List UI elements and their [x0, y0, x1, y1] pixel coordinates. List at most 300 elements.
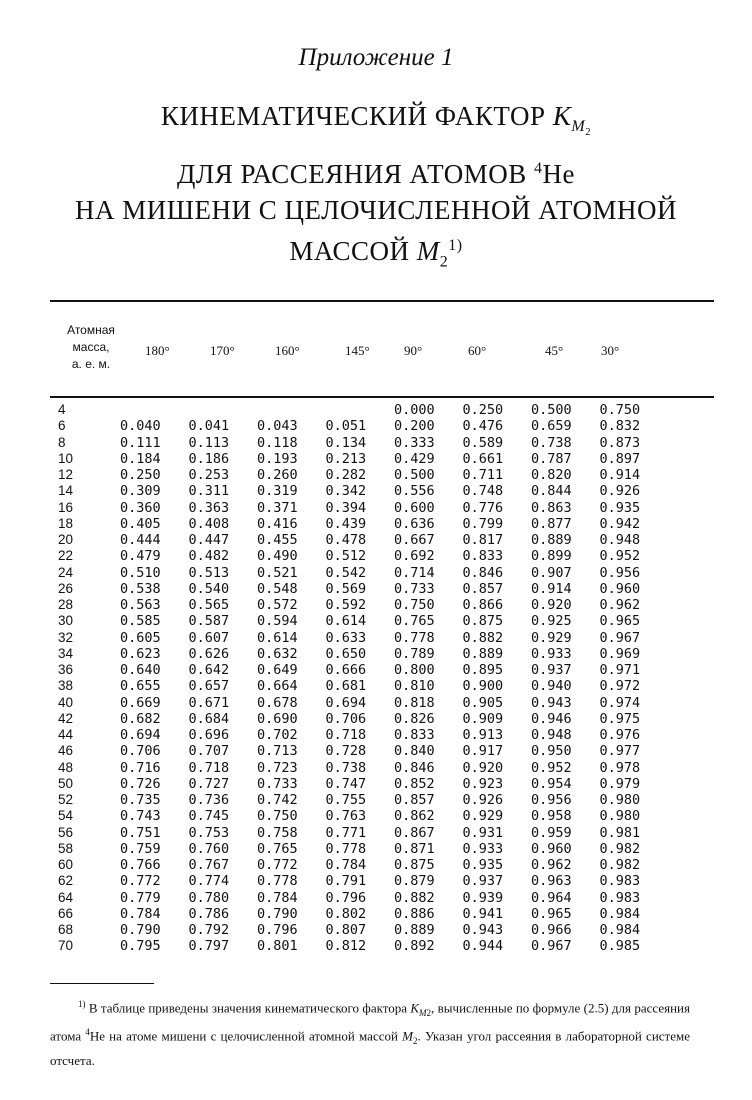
- value-cell: 0.500: [394, 467, 435, 483]
- value-cell: 0.429: [394, 450, 435, 467]
- value-cell: 0.975: [599, 710, 641, 727]
- value-cell: 0.937: [462, 873, 504, 890]
- value-cell: 0.569: [325, 580, 367, 597]
- value-cell: 0.681: [325, 678, 367, 695]
- value-cell: 0.521: [257, 564, 298, 581]
- value-cell: 0.213: [325, 450, 367, 467]
- value-cell: 0.784: [120, 905, 161, 922]
- value-cell: 0.979: [599, 775, 641, 792]
- table-row: [58, 857, 668, 873]
- angle-header: 170°: [210, 343, 235, 358]
- angle-header: 45°: [545, 343, 564, 358]
- value-cell: 0.664: [257, 678, 298, 695]
- value-cell: 0.791: [325, 873, 367, 890]
- value-cell: 0.914: [599, 467, 641, 483]
- value-cell: 0.895: [462, 662, 504, 678]
- value-cell: 0.786: [188, 905, 230, 922]
- value-cell: 0.405: [120, 515, 161, 532]
- angle-header: 180°: [145, 343, 170, 358]
- value-cell: 0.765: [394, 613, 435, 630]
- mass-cell: 20: [58, 532, 74, 547]
- mass-cell: 8: [58, 434, 66, 450]
- value-cell: 0.250: [120, 467, 161, 483]
- value-cell: 0.342: [325, 483, 367, 500]
- value-cell: 0.051: [325, 418, 367, 435]
- table-row: [58, 418, 668, 434]
- value-cell: 0.716: [120, 759, 161, 776]
- value-cell: 0.900: [462, 678, 504, 695]
- value-cell: 0.134: [325, 434, 367, 451]
- table-row: [58, 938, 668, 954]
- value-cell: 0.632: [257, 645, 298, 662]
- value-cell: 0.810: [394, 678, 435, 695]
- value-cell: [257, 402, 326, 418]
- table-row: [58, 565, 668, 581]
- value-cell: 0.917: [462, 743, 504, 760]
- value-cell: 0.897: [599, 450, 641, 467]
- angle-header: 145°: [345, 343, 370, 358]
- value-cell: [326, 402, 395, 418]
- value-cell: 0.623: [120, 645, 161, 662]
- value-cell: 0.846: [462, 564, 504, 581]
- mass-cell: 32: [58, 629, 74, 645]
- value-cell: 0.862: [394, 808, 435, 825]
- footnote: $^{1)}$ В таблице приведены значения кинематического фактора $K_{M2}$, вычисленные по формуле (2.5) для рассеяния атома $^4$He на атоме мишени с целочисленной атомной массой $M_2$. Указан угол рассеяния в лабораторной системе отсчета.: [50, 999, 691, 1068]
- value-cell: 0.040: [120, 418, 161, 435]
- table-row: [58, 613, 668, 629]
- value-cell: 0.111: [120, 434, 161, 451]
- mass-cell: 10: [58, 450, 74, 466]
- value-cell: 0.976: [599, 727, 641, 743]
- value-cell: 0.200: [394, 418, 435, 435]
- value-cell: 0.735: [120, 792, 161, 808]
- value-cell: 0.879: [394, 873, 435, 890]
- value-cell: 0.760: [188, 840, 230, 857]
- value-cell: 0.763: [325, 808, 367, 825]
- table-row: [58, 630, 668, 646]
- value-cell: 0.778: [325, 840, 367, 857]
- footnote-rule: [50, 983, 154, 984]
- mass-cell: 26: [58, 580, 74, 596]
- table-row: [58, 646, 668, 662]
- value-cell: 0.186: [188, 450, 230, 467]
- angle-header: 60°: [468, 343, 487, 358]
- value-cell: 0.727: [188, 775, 230, 792]
- value-cell: 0.753: [188, 824, 230, 841]
- value-cell: 0.929: [531, 629, 572, 646]
- table-row: [58, 760, 668, 776]
- value-cell: 0.942: [599, 515, 641, 532]
- value-cell: 0.408: [188, 515, 230, 532]
- value-cell: 0.956: [531, 792, 572, 808]
- angle-header: 90°: [404, 343, 423, 358]
- value-cell: 0.776: [462, 499, 504, 516]
- value-cell: 0.943: [462, 922, 504, 938]
- value-cell: 0.800: [394, 662, 435, 678]
- table-row: [58, 402, 668, 418]
- value-cell: 0.758: [257, 824, 298, 841]
- value-cell: 0.784: [257, 889, 298, 906]
- mass-cell: 62: [58, 873, 74, 889]
- value-cell: 0.958: [531, 808, 572, 825]
- table-row: [58, 678, 668, 694]
- mass-cell: 70: [58, 938, 74, 954]
- value-cell: 0.982: [599, 857, 641, 873]
- value-cell: 0.907: [531, 564, 572, 581]
- value-cell: 0.565: [188, 597, 230, 613]
- value-cell: 0.250: [462, 402, 504, 418]
- value-cell: 0.394: [325, 499, 367, 516]
- table-row: [58, 500, 668, 516]
- value-cell: 0.948: [599, 532, 641, 548]
- value-cell: 0.711: [462, 467, 504, 483]
- table-row: [58, 532, 668, 548]
- value-cell: 0.633: [325, 629, 367, 646]
- table-row: [58, 743, 668, 759]
- value-cell: 0.935: [462, 857, 504, 873]
- value-cell: 0.846: [394, 759, 435, 776]
- value-cell: 0.479: [120, 548, 161, 565]
- value-cell: 0.718: [188, 759, 230, 776]
- value-cell: 0.447: [188, 532, 230, 548]
- value-cell: 0.889: [462, 645, 504, 662]
- value-cell: 0.333: [394, 434, 435, 451]
- table-row: [58, 435, 668, 451]
- value-cell: 0.871: [394, 840, 435, 857]
- value-cell: 0.787: [531, 450, 572, 467]
- value-cell: 0.933: [462, 840, 504, 857]
- mass-cell: 34: [58, 645, 74, 661]
- mass-cell: 68: [58, 922, 74, 937]
- value-cell: 0.965: [599, 613, 641, 630]
- value-cell: 0.513: [188, 564, 230, 581]
- value-cell: 0.913: [462, 727, 504, 743]
- value-cell: 0.636: [394, 515, 435, 532]
- value-cell: 0.833: [462, 548, 504, 565]
- table-top-rule: [50, 300, 714, 302]
- table-row: [58, 483, 668, 499]
- value-cell: 0.755: [325, 792, 367, 808]
- value-cell: 0.750: [394, 597, 435, 613]
- value-cell: 0.929: [462, 808, 504, 825]
- value-cell: 0.926: [599, 483, 641, 500]
- value-cell: 0.642: [188, 662, 230, 678]
- value-cell: 0.510: [120, 564, 161, 581]
- value-cell: 0.444: [120, 532, 161, 548]
- value-cell: 0.873: [599, 434, 641, 451]
- value-cell: 0.952: [599, 548, 641, 565]
- value-cell: 0.909: [462, 710, 504, 727]
- mass-cell: 52: [58, 792, 74, 807]
- value-cell: 0.857: [462, 580, 504, 597]
- value-cell: 0.000: [394, 402, 435, 418]
- value-cell: 0.713: [257, 743, 298, 760]
- mass-cell: 30: [58, 613, 74, 629]
- value-cell: 0.826: [394, 710, 435, 727]
- value-cell: 0.751: [120, 824, 161, 841]
- value-cell: 0.748: [462, 483, 504, 500]
- value-cell: 0.802: [325, 905, 367, 922]
- value-cell: 0.943: [531, 694, 572, 711]
- value-cell: 0.482: [188, 548, 230, 565]
- value-cell: 0.728: [325, 743, 367, 760]
- value-cell: 0.867: [394, 824, 435, 841]
- value-cell: 0.941: [462, 905, 504, 922]
- table-row: [58, 548, 668, 564]
- value-cell: 0.985: [599, 938, 641, 955]
- table-row: [58, 873, 668, 889]
- value-cell: 0.774: [188, 873, 230, 890]
- value-cell: 0.476: [462, 418, 504, 435]
- value-cell: 0.745: [188, 808, 230, 825]
- value-cell: 0.542: [325, 564, 367, 581]
- value-cell: 0.799: [462, 515, 504, 532]
- value-cell: 0.863: [531, 499, 572, 516]
- value-cell: 0.946: [531, 710, 572, 727]
- value-cell: [189, 402, 258, 418]
- value-cell: 0.371: [257, 499, 298, 516]
- value-cell: 0.797: [188, 938, 230, 955]
- value-cell: 0.041: [188, 418, 230, 435]
- value-cell: 0.962: [599, 597, 641, 613]
- table-body: [58, 402, 668, 955]
- value-cell: 0.939: [462, 889, 504, 906]
- value-cell: 0.780: [188, 889, 230, 906]
- value-cell: 0.967: [531, 938, 572, 955]
- value-cell: 0.592: [325, 597, 367, 613]
- value-cell: 0.844: [531, 483, 572, 500]
- value-cell: 0.944: [462, 938, 504, 955]
- mass-cell: 44: [58, 727, 74, 742]
- table-row: [58, 695, 668, 711]
- value-cell: 0.669: [120, 694, 161, 711]
- value-cell: 0.931: [462, 824, 504, 841]
- value-cell: 0.726: [120, 775, 161, 792]
- value-cell: 0.253: [188, 467, 230, 483]
- value-cell: 0.889: [394, 922, 435, 938]
- value-cell: 0.706: [325, 710, 367, 727]
- value-cell: 0.772: [120, 873, 161, 890]
- value-cell: 0.771: [325, 824, 367, 841]
- angle-header: 30°: [601, 343, 620, 358]
- value-cell: 0.723: [257, 759, 298, 776]
- title-line-3: НА МИШЕНИ С ЦЕЛОЧИСЛЕННОЙ АТОМНОЙ: [75, 194, 677, 225]
- value-cell: 0.563: [120, 597, 161, 613]
- value-cell: 0.640: [120, 662, 161, 678]
- value-cell: 0.659: [531, 418, 572, 435]
- value-cell: 0.694: [325, 694, 367, 711]
- value-cell: 0.733: [394, 580, 435, 597]
- table-row: [58, 776, 668, 792]
- value-cell: 0.614: [257, 629, 298, 646]
- angle-header: 160°: [275, 343, 300, 358]
- value-cell: 0.966: [531, 922, 572, 938]
- table-row: [58, 451, 668, 467]
- value-cell: 0.650: [325, 645, 367, 662]
- value-cell: 0.260: [257, 467, 298, 483]
- value-cell: 0.500: [531, 402, 572, 418]
- value-cell: 0.982: [599, 840, 641, 857]
- value-cell: 0.882: [394, 889, 435, 906]
- value-cell: 0.980: [599, 808, 641, 825]
- value-cell: 0.556: [394, 483, 435, 500]
- value-cell: 0.790: [120, 922, 161, 938]
- value-cell: 0.309: [120, 483, 161, 500]
- value-cell: 0.940: [531, 678, 572, 695]
- mass-cell: 56: [58, 824, 74, 840]
- value-cell: 0.984: [599, 905, 641, 922]
- value-cell: 0.905: [462, 694, 504, 711]
- value-cell: 0.661: [462, 450, 504, 467]
- value-cell: 0.733: [257, 775, 298, 792]
- table-row: [58, 711, 668, 727]
- value-cell: 0.778: [257, 873, 298, 890]
- value-cell: 0.796: [257, 922, 298, 938]
- title-line-2: ДЛЯ РАССЕЯНИЯ АТОМОВ $^4$He: [177, 158, 575, 189]
- table-row: [58, 906, 668, 922]
- mass-cell: 14: [58, 483, 74, 499]
- value-cell: 0.956: [599, 564, 641, 581]
- value-cell: 0.962: [531, 857, 572, 873]
- table-row: [58, 467, 668, 483]
- mass-cell: 64: [58, 889, 74, 905]
- title-line-4: МАССОЙ $M_2^{1)}$: [289, 235, 463, 270]
- mass-cell: 36: [58, 662, 74, 677]
- value-cell: 0.920: [462, 759, 504, 776]
- value-cell: 0.743: [120, 808, 161, 825]
- value-cell: 0.840: [394, 743, 435, 760]
- value-cell: 0.767: [188, 857, 230, 873]
- value-cell: 0.974: [599, 694, 641, 711]
- mass-cell: 6: [58, 418, 66, 434]
- value-cell: 0.954: [531, 775, 572, 792]
- value-cell: 0.702: [257, 727, 298, 743]
- value-cell: 0.971: [599, 662, 641, 678]
- value-cell: 0.736: [188, 792, 230, 808]
- value-cell: 0.812: [325, 938, 367, 955]
- mass-cell: 18: [58, 515, 74, 531]
- value-cell: 0.655: [120, 678, 161, 695]
- value-cell: 0.193: [257, 450, 298, 467]
- value-cell: 0.963: [531, 873, 572, 890]
- value-cell: 0.920: [531, 597, 572, 613]
- value-cell: 0.538: [120, 580, 161, 597]
- mass-cell: 42: [58, 710, 74, 726]
- table-row: [58, 662, 668, 678]
- value-cell: 0.585: [120, 613, 161, 630]
- kinematic-factor-table: [58, 402, 668, 955]
- value-cell: 0.747: [325, 775, 367, 792]
- value-cell: 0.043: [257, 418, 298, 435]
- value-cell: 0.363: [188, 499, 230, 516]
- title-line-1: КИНЕМАТИЧЕСКИЙ ФАКТОР $K_{M_2}$: [160, 101, 592, 139]
- value-cell: 0.817: [462, 532, 504, 548]
- value-cell: 0.690: [257, 710, 298, 727]
- value-cell: 0.671: [188, 694, 230, 711]
- value-cell: 0.833: [394, 727, 435, 743]
- value-cell: 0.778: [394, 629, 435, 646]
- value-cell: 0.184: [120, 450, 161, 467]
- value-cell: 0.540: [188, 580, 230, 597]
- mass-cell: 16: [58, 499, 74, 515]
- value-cell: 0.742: [257, 792, 298, 808]
- mass-column-header: Атомная масса, а. е. м.: [67, 323, 115, 371]
- value-cell: 0.983: [599, 873, 641, 890]
- value-cell: 0.983: [599, 889, 641, 906]
- value-cell: 0.935: [599, 499, 641, 516]
- table-row: [58, 841, 668, 857]
- value-cell: 0.360: [120, 499, 161, 516]
- value-cell: 0.666: [325, 662, 367, 678]
- value-cell: 0.964: [531, 889, 572, 906]
- value-cell: 0.750: [599, 402, 641, 418]
- value-cell: 0.626: [188, 645, 230, 662]
- mass-cell: 50: [58, 775, 74, 791]
- value-cell: 0.960: [599, 580, 641, 597]
- value-cell: 0.707: [188, 743, 230, 760]
- mass-cell: 60: [58, 857, 74, 872]
- table-row: [58, 825, 668, 841]
- table-row: [58, 581, 668, 597]
- value-cell: 0.899: [531, 548, 572, 565]
- value-cell: 0.548: [257, 580, 298, 597]
- value-cell: 0.933: [531, 645, 572, 662]
- mass-cell: 22: [58, 548, 74, 564]
- value-cell: 0.572: [257, 597, 298, 613]
- table-row: [58, 727, 668, 743]
- table-row: [58, 792, 668, 808]
- k-symbol: K: [552, 101, 572, 131]
- value-cell: 0.967: [599, 629, 641, 646]
- mass-cell: 46: [58, 743, 74, 759]
- value-cell: 0.706: [120, 743, 161, 760]
- value-cell: 0.416: [257, 515, 298, 532]
- value-cell: 0.750: [257, 808, 298, 825]
- value-cell: 0.282: [325, 467, 367, 483]
- value-cell: 0.886: [394, 905, 435, 922]
- value-cell: 0.892: [394, 938, 435, 955]
- value-cell: [120, 402, 189, 418]
- value-cell: 0.950: [531, 743, 572, 760]
- value-cell: 0.765: [257, 840, 298, 857]
- value-cell: 0.594: [257, 613, 298, 630]
- table-row: [58, 808, 668, 824]
- value-cell: 0.948: [531, 727, 572, 743]
- value-cell: 0.784: [325, 857, 367, 873]
- table-row: [58, 890, 668, 906]
- value-cell: 0.600: [394, 499, 435, 516]
- value-cell: 0.937: [531, 662, 572, 678]
- value-cell: 0.772: [257, 857, 298, 873]
- mass-cell: 40: [58, 694, 74, 710]
- value-cell: 0.818: [394, 694, 435, 711]
- value-cell: 0.649: [257, 662, 298, 678]
- value-cell: 0.684: [188, 710, 230, 727]
- value-cell: 0.118: [257, 434, 298, 451]
- value-cell: 0.714: [394, 564, 435, 581]
- value-cell: 0.696: [188, 727, 230, 743]
- value-cell: 0.960: [531, 840, 572, 857]
- appendix-label: Приложение 1: [298, 44, 454, 71]
- value-cell: 0.980: [599, 792, 641, 808]
- value-cell: 0.319: [257, 483, 298, 500]
- value-cell: 0.965: [531, 905, 572, 922]
- value-cell: 0.959: [531, 824, 572, 841]
- value-cell: 0.792: [188, 922, 230, 938]
- value-cell: 0.614: [325, 613, 367, 630]
- value-cell: 0.875: [394, 857, 435, 873]
- value-cell: 0.796: [325, 889, 367, 906]
